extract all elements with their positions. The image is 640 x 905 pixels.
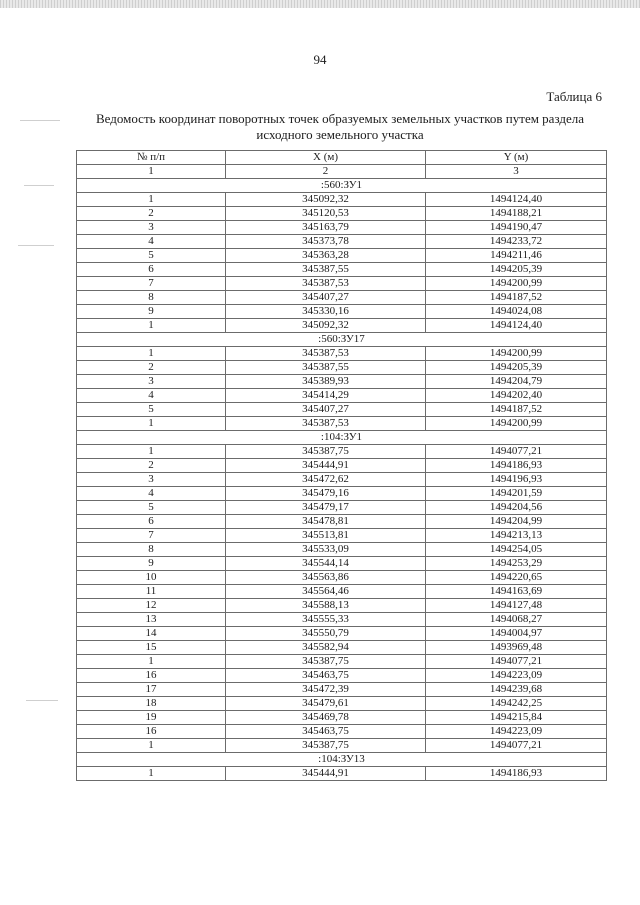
point-number-cell: 1: [77, 739, 226, 753]
y-coordinate-cell: 1494124,40: [426, 193, 607, 207]
x-coordinate-cell: 345513,81: [226, 529, 426, 543]
point-number-cell: 8: [77, 543, 226, 557]
x-coordinate-cell: 345387,55: [226, 361, 426, 375]
section-name: :104:ЗУ13: [77, 753, 607, 767]
column-header-y: Y (м): [426, 151, 607, 165]
header-row: [77, 151, 607, 165]
x-coordinate-cell: 345387,55: [226, 263, 426, 277]
x-coordinate-cell: 345550,79: [226, 627, 426, 641]
section-header-row: [77, 179, 607, 193]
table-row: [77, 319, 607, 333]
x-coordinate-cell: 345588,13: [226, 599, 426, 613]
column-index: 3: [426, 165, 607, 179]
x-coordinate-cell: 345387,53: [226, 417, 426, 431]
y-coordinate-cell: 1494163,69: [426, 585, 607, 599]
table-row: [77, 207, 607, 221]
x-coordinate-cell: 345373,78: [226, 235, 426, 249]
point-number-cell: 12: [77, 599, 226, 613]
column-index: 1: [77, 165, 226, 179]
table-row: [77, 263, 607, 277]
table-row: [77, 473, 607, 487]
x-coordinate-cell: 345387,75: [226, 739, 426, 753]
scan-artifact: [18, 245, 54, 246]
point-number-cell: 4: [77, 235, 226, 249]
section-header-row: [77, 333, 607, 347]
y-coordinate-cell: 1494190,47: [426, 221, 607, 235]
x-coordinate-cell: 345472,39: [226, 683, 426, 697]
table-row: [77, 739, 607, 753]
point-number-cell: 5: [77, 403, 226, 417]
y-coordinate-cell: 1494127,48: [426, 599, 607, 613]
table-row: [77, 627, 607, 641]
y-coordinate-cell: 1494004,97: [426, 627, 607, 641]
x-coordinate-cell: 345544,14: [226, 557, 426, 571]
y-coordinate-cell: 1494196,93: [426, 473, 607, 487]
table-row: [77, 725, 607, 739]
y-coordinate-cell: 1494205,39: [426, 361, 607, 375]
table-row: [77, 515, 607, 529]
point-number-cell: 2: [77, 207, 226, 221]
table-row: [77, 249, 607, 263]
point-number-cell: 5: [77, 249, 226, 263]
point-number-cell: 2: [77, 459, 226, 473]
scan-artifact: [26, 700, 58, 701]
y-coordinate-cell: 1494186,93: [426, 459, 607, 473]
y-coordinate-cell: 1494077,21: [426, 655, 607, 669]
x-coordinate-cell: 345478,81: [226, 515, 426, 529]
y-coordinate-cell: 1494188,21: [426, 207, 607, 221]
x-coordinate-cell: 345563,86: [226, 571, 426, 585]
point-number-cell: 1: [77, 417, 226, 431]
x-coordinate-cell: 345444,91: [226, 767, 426, 781]
y-coordinate-cell: 1494223,09: [426, 669, 607, 683]
point-number-cell: 18: [77, 697, 226, 711]
x-coordinate-cell: 345479,17: [226, 501, 426, 515]
y-coordinate-cell: 1494187,52: [426, 403, 607, 417]
page-number: 94: [313, 52, 327, 67]
table-row: [77, 291, 607, 305]
table-row: [77, 767, 607, 781]
y-coordinate-cell: 1494068,27: [426, 613, 607, 627]
point-number-cell: 9: [77, 557, 226, 571]
point-number-cell: 1: [77, 347, 226, 361]
y-coordinate-cell: 1494200,99: [426, 277, 607, 291]
point-number-cell: 4: [77, 389, 226, 403]
scan-artifact: [20, 120, 60, 121]
table-row: [77, 683, 607, 697]
point-number-cell: 7: [77, 277, 226, 291]
y-coordinate-cell: 1494239,68: [426, 683, 607, 697]
table-row: [77, 417, 607, 431]
point-number-cell: 8: [77, 291, 226, 305]
point-number-cell: 6: [77, 515, 226, 529]
x-coordinate-cell: 345387,53: [226, 347, 426, 361]
y-coordinate-cell: 1494200,99: [426, 347, 607, 361]
x-coordinate-cell: 345479,16: [226, 487, 426, 501]
y-coordinate-cell: 1494204,99: [426, 515, 607, 529]
point-number-cell: 3: [77, 221, 226, 235]
table-row: [77, 613, 607, 627]
y-coordinate-cell: 1494077,21: [426, 445, 607, 459]
point-number-cell: 1: [77, 767, 226, 781]
y-coordinate-cell: 1494200,99: [426, 417, 607, 431]
y-coordinate-cell: 1494215,84: [426, 711, 607, 725]
table-row: [77, 543, 607, 557]
point-number-cell: 14: [77, 627, 226, 641]
x-coordinate-cell: 345533,09: [226, 543, 426, 557]
x-coordinate-cell: 345387,75: [226, 445, 426, 459]
table-row: [77, 389, 607, 403]
table-row: [77, 487, 607, 501]
x-coordinate-cell: 345479,61: [226, 697, 426, 711]
y-coordinate-cell: 1494204,56: [426, 501, 607, 515]
point-number-cell: 1: [77, 655, 226, 669]
x-coordinate-cell: 345092,32: [226, 193, 426, 207]
y-coordinate-cell: 1494187,52: [426, 291, 607, 305]
point-number-cell: 16: [77, 669, 226, 683]
y-coordinate-cell: 1494186,93: [426, 767, 607, 781]
table-row: [77, 347, 607, 361]
y-coordinate-cell: 1494124,40: [426, 319, 607, 333]
table-row: [77, 571, 607, 585]
table-row: [77, 375, 607, 389]
table-row: [77, 711, 607, 725]
table-row: [77, 669, 607, 683]
y-coordinate-cell: 1494213,13: [426, 529, 607, 543]
point-number-cell: 10: [77, 571, 226, 585]
table-row: [77, 277, 607, 291]
point-number-cell: 7: [77, 529, 226, 543]
table-title: Ведомость координат поворотных точек образуемых земельных участков путем раздела исходного земельного участка: [95, 111, 584, 142]
x-coordinate-cell: 345469,78: [226, 711, 426, 725]
x-coordinate-cell: 345555,33: [226, 613, 426, 627]
table-label: Таблица 6: [546, 89, 602, 104]
x-coordinate-cell: 345387,53: [226, 277, 426, 291]
point-number-cell: 17: [77, 683, 226, 697]
y-coordinate-cell: 1493969,48: [426, 641, 607, 655]
coordinates-table: [76, 150, 607, 781]
table-row: [77, 305, 607, 319]
section-header-row: [77, 431, 607, 445]
x-coordinate-cell: 345582,94: [226, 641, 426, 655]
x-coordinate-cell: 345564,46: [226, 585, 426, 599]
table-row: [77, 459, 607, 473]
y-coordinate-cell: 1494211,46: [426, 249, 607, 263]
point-number-cell: 15: [77, 641, 226, 655]
x-coordinate-cell: 345387,75: [226, 655, 426, 669]
table-row: [77, 221, 607, 235]
point-number-cell: 19: [77, 711, 226, 725]
x-coordinate-cell: 345472,62: [226, 473, 426, 487]
x-coordinate-cell: 345463,75: [226, 669, 426, 683]
y-coordinate-cell: 1494220,65: [426, 571, 607, 585]
scan-top-border: [0, 0, 640, 8]
table-row: [77, 445, 607, 459]
point-number-cell: 4: [77, 487, 226, 501]
point-number-cell: 3: [77, 473, 226, 487]
point-number-cell: 3: [77, 375, 226, 389]
y-coordinate-cell: 1494223,09: [426, 725, 607, 739]
table-row: [77, 361, 607, 375]
x-coordinate-cell: 345463,75: [226, 725, 426, 739]
table-row: [77, 697, 607, 711]
point-number-cell: 5: [77, 501, 226, 515]
y-coordinate-cell: 1494201,59: [426, 487, 607, 501]
section-name: :104:ЗУ1: [77, 431, 607, 445]
table-row: [77, 501, 607, 515]
x-coordinate-cell: 345330,16: [226, 305, 426, 319]
table-row: [77, 655, 607, 669]
y-coordinate-cell: 1494024,08: [426, 305, 607, 319]
table-row: [77, 403, 607, 417]
section-name: :560:ЗУ17: [77, 333, 607, 347]
scan-artifact: [24, 185, 54, 186]
y-coordinate-cell: 1494253,29: [426, 557, 607, 571]
x-coordinate-cell: 345444,91: [226, 459, 426, 473]
table-row: [77, 529, 607, 543]
table-row: [77, 585, 607, 599]
y-coordinate-cell: 1494077,21: [426, 739, 607, 753]
point-number-cell: 1: [77, 193, 226, 207]
y-coordinate-cell: 1494233,72: [426, 235, 607, 249]
x-coordinate-cell: 345407,27: [226, 291, 426, 305]
x-coordinate-cell: 345407,27: [226, 403, 426, 417]
x-coordinate-cell: 345389,93: [226, 375, 426, 389]
column-header-number: № п/п: [77, 151, 226, 165]
table-row: [77, 193, 607, 207]
table-row: [77, 235, 607, 249]
point-number-cell: 6: [77, 263, 226, 277]
x-coordinate-cell: 345092,32: [226, 319, 426, 333]
table-row: [77, 641, 607, 655]
x-coordinate-cell: 345414,29: [226, 389, 426, 403]
column-header-x: X (м): [226, 151, 426, 165]
column-index: 2: [226, 165, 426, 179]
point-number-cell: 2: [77, 361, 226, 375]
y-coordinate-cell: 1494205,39: [426, 263, 607, 277]
section-header-row: [77, 753, 607, 767]
x-coordinate-cell: 345163,79: [226, 221, 426, 235]
point-number-cell: 16: [77, 725, 226, 739]
column-numbering-row: [77, 165, 607, 179]
point-number-cell: 9: [77, 305, 226, 319]
y-coordinate-cell: 1494254,05: [426, 543, 607, 557]
y-coordinate-cell: 1494202,40: [426, 389, 607, 403]
point-number-cell: 1: [77, 319, 226, 333]
x-coordinate-cell: 345120,53: [226, 207, 426, 221]
point-number-cell: 11: [77, 585, 226, 599]
y-coordinate-cell: 1494204,79: [426, 375, 607, 389]
table-row: [77, 557, 607, 571]
table-row: [77, 599, 607, 613]
point-number-cell: 13: [77, 613, 226, 627]
section-name: :560:ЗУ1: [77, 179, 607, 193]
y-coordinate-cell: 1494242,25: [426, 697, 607, 711]
point-number-cell: 1: [77, 445, 226, 459]
x-coordinate-cell: 345363,28: [226, 249, 426, 263]
